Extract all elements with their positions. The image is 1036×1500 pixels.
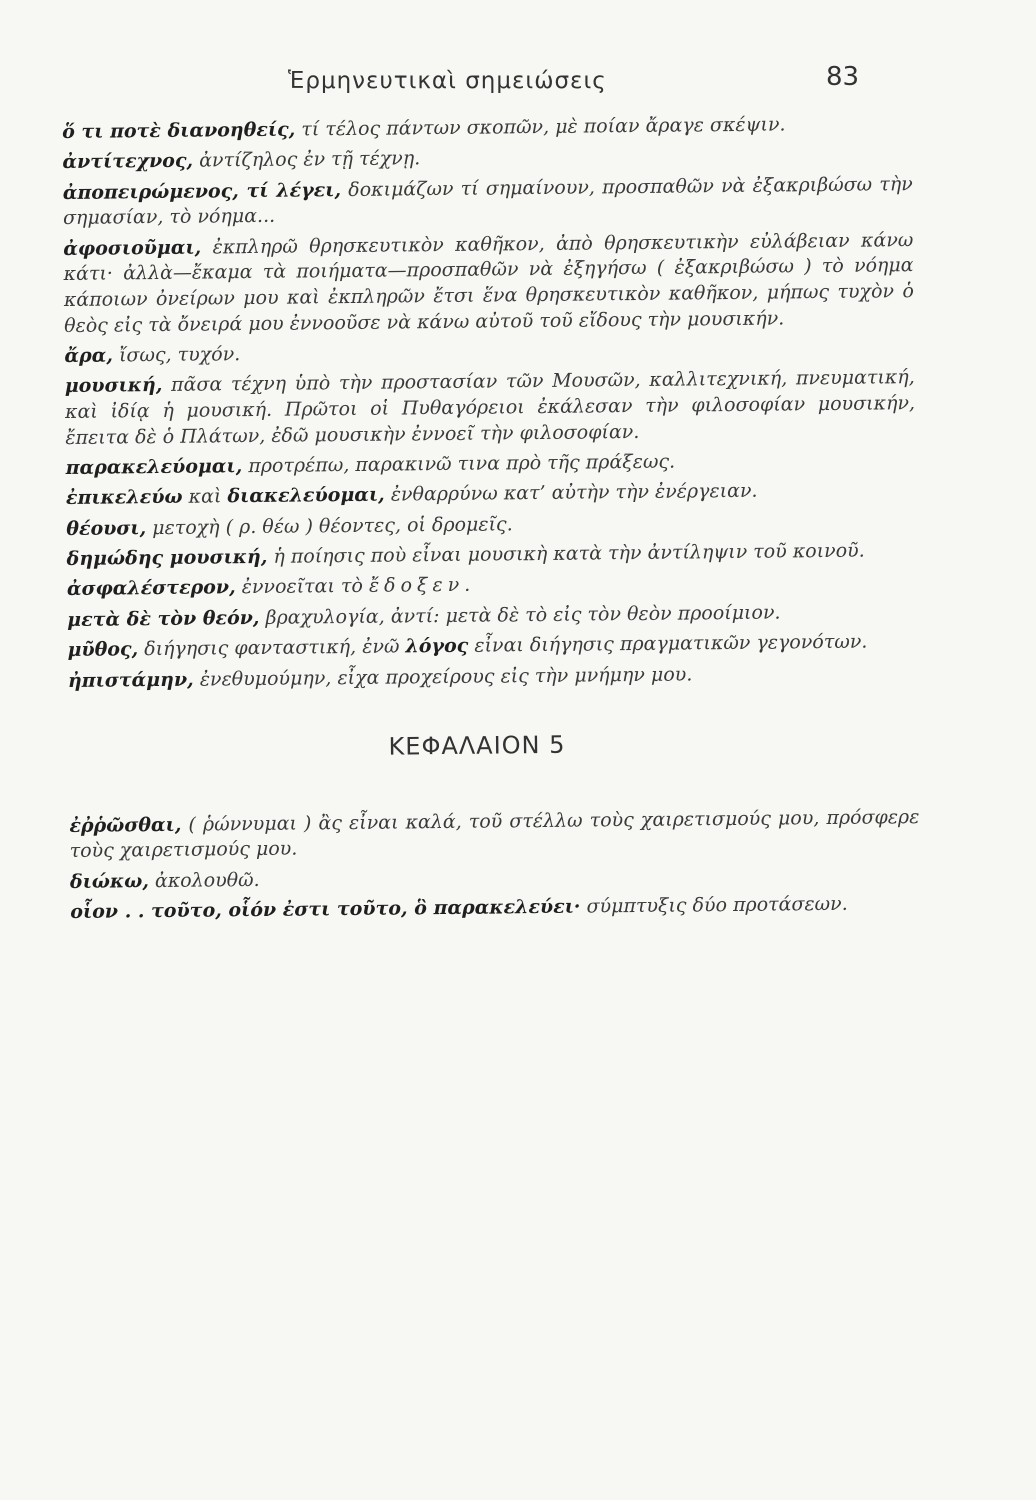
definition: ( ῥώννυμαι ) ἂς εἶναι καλά, τοῦ στέλλω τοὺς χαιρετισμούς μου, πρόσφερε τοὺς χαιρετισμούς μου. [69,805,920,863]
definition: δοκιμάζων τί σημαίνουν, προσπαθῶν νὰ ἐξακριβώσω τὴν σημασίαν, τὸ νόημα... [62,172,913,230]
lemma: ἀσφαλέστερον, [66,576,236,601]
lemma: μῦθος, [67,638,139,662]
lemma: θέουσι, [66,516,147,540]
lemma-secondary: διακελεύομαι, [227,483,385,508]
lemma: ἀφοσιοῦμαι, [63,236,202,260]
definition-end: . [464,574,471,597]
definition: βραχυλογία, ἀντί: μετὰ δὲ τὸ εἰς τὸν θεὸν προοίμιον. [265,601,781,629]
definition: ἡ ποίησις ποὺ εἶναι μουσικὴ κατὰ τὴν ἀντίληψιν τοῦ κοινοῦ. [273,539,865,568]
glossary-entry [66,447,916,481]
definition: ἐνεθυμούμην, εἶχα προχείρους εἰς τὴν μνήμην μου. [199,663,693,691]
glossary-entry [70,861,920,895]
glossary-entry [66,538,916,572]
glossary-entry [65,365,916,451]
definition: διήγησις φανταστική, ἐνῶ [144,635,400,661]
glossary-entry [68,660,918,694]
glossary-entry [66,477,916,511]
definition: προτρέπω, παρακινῶ τινα πρὸ τῆς πράξεως. [248,450,676,477]
page-body [62,111,920,930]
definition: ἐκπληρῶ θρησκευτικὸν καθῆκον, ἀπὸ θρησκευτικὴν εὐλάβειαν κάνω κάτι· ἀλλὰ—ἔκαμα τὰ ποιήματα—προσπαθῶν νὰ ἐξηγήσω ( ἐξακριβώσω ) τὸ νόημα κάποιων ὀνείρων μου καὶ ἐκπληρῶν ἔτσι ἕνα θρησκευτικὸν καθῆκον, μήπως τυχὸν ὁ θεὸς εἰς τὰ ὄνειρά μου ἐννοοῦσε νὰ κάνω αὐτοῦ τοῦ εἴδους τὴν μουσικήν. [63,228,914,337]
glossary-entry [62,141,912,175]
lemma-secondary: λόγος [405,635,469,658]
glossary-entry [62,111,912,145]
spaced-word: ἔδοξεν [368,574,465,598]
definition: σύμπτυξις δύο προτάσεων. [586,893,848,918]
lemma: παρακελεύομαι, [65,455,243,479]
lemma: οἷον . . τοῦτο, οἷόν ἐστι τοῦτο, ὃ παρακελεύει· [70,895,581,924]
lemma: ἐπικελεύω [65,486,183,510]
definition: πᾶσα τέχνη ὑπὸ τὴν προστασίαν τῶν Μουσῶν, καλλιτεχνική, πνευματική, καὶ ἰδίᾳ ἡ μουσική. Πρῶτοι οἱ Πυθαγόρειοι ἐκάλεσαν τὴν φιλοσοφίαν μουσικήν, ἔπειτα δὲ ὁ Πλάτων, ἐδῶ μουσικὴν ἐννοεῖ τὴν φιλοσοφίαν. [64,366,916,449]
glossary-entry [67,599,917,633]
lemma: ἐῤῥῶσθαι, [69,813,182,837]
definition: ἐννοεῖται τὸ [241,575,363,599]
connector: καὶ [188,485,222,508]
definition: ἀκολουθῶ. [154,868,260,892]
lemma: διώκω, [69,869,149,893]
definition-end: εἶναι διήγησις πραγματικῶν γεγονότων. [474,630,868,657]
glossary-entry [63,172,913,232]
page-header [0,62,1036,102]
lemma: ἄρα, [64,344,114,367]
lemma: μετὰ δὲ τὸν θεόν, [67,606,260,631]
glossary-entry [63,228,914,339]
lemma: ἠπιστάμην, [67,668,194,692]
definition: ἀντίζηλος ἐν τῇ τέχνῃ. [199,147,421,172]
definition: ἴσως, τυχόν. [118,343,241,367]
definition: ἐνθαρρύνω κατ’ αὐτὴν τὴν ἐνέργειαν. [390,480,758,506]
lemma: ὅ τι ποτὲ διανοηθείς, [62,118,296,143]
glossary-entry [70,891,920,925]
definition: μετοχὴ ( ρ. θέω ) θέοντες, οἱ δρομεῖς. [152,512,513,539]
lemma: δημώδης μουσική, [66,545,268,571]
page-number: 83 [826,62,860,92]
glossary-entry [67,569,917,603]
glossary-entry [64,335,914,369]
definition: τί τέλος πάντων σκοπῶν, μὲ ποίαν ἄραγε σκέψιν. [301,113,786,141]
glossary-entry [67,629,917,663]
lemma: ἀποπειρώμενος, τί λέγει, [62,178,342,204]
running-title: Ἑρμηνευτικαὶ σημειώσεις [288,68,607,94]
glossary-entry [69,805,919,865]
lemma: μουσική, [64,374,163,398]
glossary-entry [66,508,916,542]
chapter-heading: ΚΕΦΑΛΑΙΟΝ 5 [388,730,566,761]
lemma: ἀντίτεχνος, [62,150,194,174]
